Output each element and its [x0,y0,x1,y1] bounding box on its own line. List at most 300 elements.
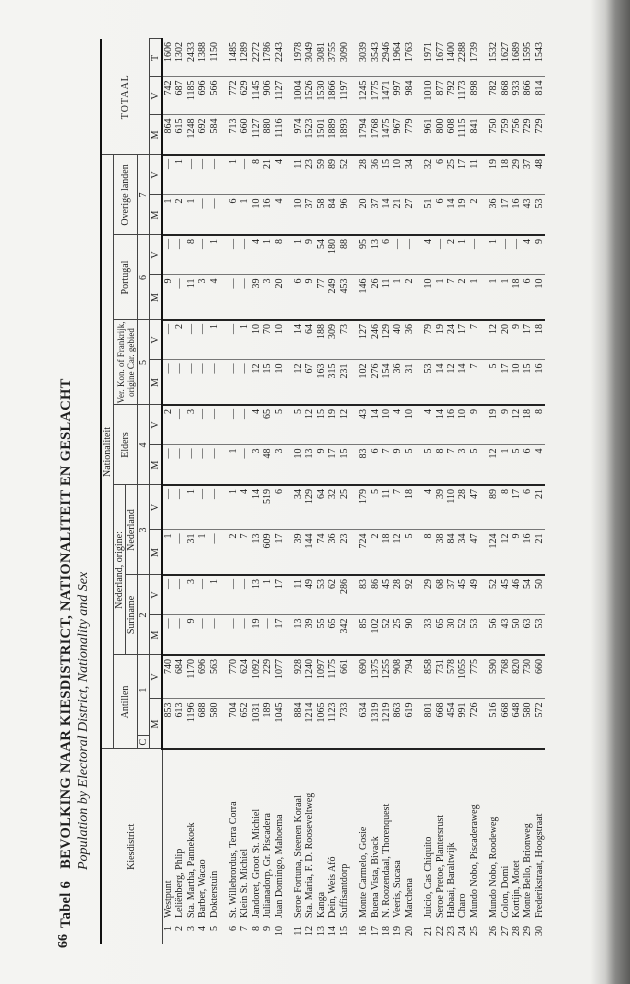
value-cell: 15 [316,405,327,445]
district-number: 18 [380,926,392,936]
table-row [304,39,315,944]
value-cell: 39 [251,275,262,320]
value-cell: 750 [488,115,499,155]
value-cell: 877 [435,77,446,115]
value-cell: 14 [251,485,262,530]
district-cell [469,749,480,944]
header-netherlands-origin: Nederland, origine: [114,485,126,655]
value-cell: 1530 [316,77,327,115]
value-cell: 1485 [228,39,239,77]
value-cell: 2 [404,275,415,320]
value-cell: 19 [435,320,446,360]
value-cell: 2433 [186,39,197,77]
value-cell: — [239,155,250,195]
value-cell: — [228,275,239,320]
value-cell: 1 [228,485,239,530]
district-number: 11 [293,926,305,936]
value-cell: 229 [262,655,273,699]
value-cell: 18 [404,485,415,530]
value-cell: 792 [446,77,457,115]
value-cell: 4 [209,275,220,320]
value-cell: 14 [293,320,304,360]
table-row [404,39,415,944]
value-cell: — [174,405,185,445]
value-cell: 8 [500,485,511,530]
district-name: Seroe Fortuna, Steenen Koraal [293,795,305,918]
value-cell: 29 [511,155,522,195]
header-v: V [150,155,163,195]
district-cell [274,749,285,944]
value-cell: 83 [358,445,369,485]
district-cell [488,749,499,944]
value-cell: 1768 [370,115,381,155]
value-cell: 2 [162,405,174,445]
value-cell: 729 [522,115,533,155]
value-cell: 50 [534,575,545,615]
value-cell: 47 [469,485,480,530]
value-cell: 1077 [274,655,285,699]
header-nationality: Nationaliteit [101,155,114,749]
value-cell: 1689 [511,39,522,77]
value-cell: 6 [522,275,533,320]
value-cell: — [228,615,239,655]
value-cell: — [162,615,174,655]
value-cell: 729 [534,115,545,155]
value-cell: 34 [293,485,304,530]
value-cell: 713 [228,115,239,155]
district-number: 16 [358,926,370,936]
value-cell: 84 [327,195,338,235]
district-name: Barber, Wacao [197,859,209,918]
value-cell: 1893 [339,115,350,155]
table-row [423,39,434,944]
value-cell: 27 [404,195,415,235]
value-cell: 37 [304,195,315,235]
header-m: M [150,195,163,235]
district-number: 7 [239,926,251,931]
value-cell: 9 [186,615,197,655]
value-cell: 5 [370,485,381,530]
value-cell: 997 [392,77,403,115]
district-name: Marchena [403,878,415,918]
value-cell: 90 [404,615,415,655]
district-name: Colon, Domi [499,865,511,918]
value-cell: 740 [162,655,174,699]
header-col-3: 3 [138,485,150,575]
value-cell: — [162,360,174,405]
value-cell: 668 [435,699,446,749]
district-name: Habaai, Baraltwijk [445,842,457,918]
value-cell: 4 [251,405,262,445]
value-cell: 54 [522,575,533,615]
value-cell: 3 [186,405,197,445]
value-cell: 53 [469,615,480,655]
value-cell: 17 [457,155,468,195]
value-cell: 52 [488,575,499,615]
value-cell: 687 [174,77,185,115]
district-number: 21 [423,926,435,936]
value-cell: 49 [469,575,480,615]
value-cell: 25 [392,615,403,655]
value-cell: 65 [327,615,338,655]
value-cell: 52 [339,155,350,195]
value-cell: — [162,575,174,615]
value-cell: 1532 [488,39,499,77]
value-cell: 146 [358,275,369,320]
value-cell: 580 [209,699,220,749]
district-cell [404,749,415,944]
value-cell: 864 [162,115,174,155]
value-cell: 578 [446,655,457,699]
value-cell: 9 [392,445,403,485]
header-antillen: Antillen [114,655,138,749]
value-cell: 1 [186,195,197,235]
value-cell: 4 [534,445,545,485]
value-cell: 85 [358,615,369,655]
table-row [209,39,220,944]
district-cell [174,749,185,944]
district-cell [293,749,304,944]
value-cell: 908 [392,655,403,699]
value-cell: 163 [316,360,327,405]
value-cell: 53 [534,195,545,235]
value-cell: — [239,405,250,445]
table-row [339,39,350,944]
value-cell: 49 [304,575,315,615]
district-number: 9 [262,926,274,931]
table-row [469,39,480,944]
value-cell: 1739 [469,39,480,77]
value-cell: — [209,615,220,655]
value-cell: 29 [423,575,434,615]
value-cell: 3039 [358,39,369,77]
value-cell: 17 [274,615,285,655]
table-row [435,39,446,944]
header-portugal: Portugal [114,235,138,320]
value-cell: 1 [488,235,499,275]
header-v: V [150,235,163,275]
value-cell: 1866 [327,77,338,115]
value-cell: — [197,615,208,655]
value-cell: 63 [522,615,533,655]
value-cell: — [239,575,250,615]
value-cell: 4 [251,235,262,275]
value-cell: 8 [435,445,446,485]
district-name: Juan Domingo, Mahoema [273,814,285,918]
value-cell: 11 [186,275,197,320]
value-cell: 690 [358,655,369,699]
value-cell: 124 [488,530,499,575]
value-cell: 53 [423,360,434,405]
district-cell [197,749,208,944]
value-cell: 1 [262,235,273,275]
value-cell: 1 [488,275,499,320]
value-cell: 1971 [423,39,434,77]
value-cell: 1116 [274,115,285,155]
value-cell: 17 [500,195,511,235]
value-cell: — [228,235,239,275]
value-cell: 801 [423,699,434,749]
district-number: 3 [185,926,197,931]
value-cell: — [186,360,197,405]
value-cell: 59 [316,155,327,195]
district-cell [522,749,533,944]
value-cell: 2243 [274,39,285,77]
value-cell: 10 [392,155,403,195]
header-m: M [150,615,163,655]
value-cell: 5 [488,360,499,405]
district-name: Suffisantdorp [338,863,350,918]
value-cell: 17 [327,445,338,485]
value-cell: 129 [304,485,315,530]
value-cell: 863 [392,699,403,749]
group-spacer [415,39,423,944]
value-cell: 1 [262,575,273,615]
district-number: 17 [369,926,381,936]
value-cell: 12 [446,360,457,405]
value-cell: 4 [423,235,434,275]
value-cell: 9 [500,405,511,445]
value-cell: 3 [262,275,273,320]
table-row [228,39,239,944]
value-cell: 1245 [358,77,369,115]
value-cell: — [186,320,197,360]
value-cell: 50 [511,615,522,655]
value-cell: 759 [500,115,511,155]
value-cell: 1004 [293,77,304,115]
value-cell: 4 [274,195,285,235]
value-cell: 86 [370,575,381,615]
value-cell: 28 [457,485,468,530]
value-cell: 20 [500,320,511,360]
value-cell: 660 [534,655,545,699]
value-cell: 14 [435,405,446,445]
value-cell: 189 [262,699,273,749]
value-cell: 6 [522,485,533,530]
value-cell: 2 [457,275,468,320]
value-cell: 1 [392,275,403,320]
value-cell: 36 [404,320,415,360]
value-cell: 1196 [186,699,197,749]
value-cell: 43 [358,405,369,445]
value-cell: 36 [370,155,381,195]
value-cell: 95 [358,235,369,275]
value-cell: 775 [469,655,480,699]
value-cell: 652 [239,699,250,749]
value-cell: 1526 [304,77,315,115]
district-cell [370,749,381,944]
value-cell: 16 [446,405,457,445]
value-cell: 19 [251,615,262,655]
value-cell: 21 [534,530,545,575]
value-cell: 1248 [186,115,197,155]
value-cell: 23 [339,530,350,575]
value-cell: 5 [274,405,285,445]
value-cell: 13 [251,530,262,575]
value-cell: 841 [469,115,480,155]
value-cell: 692 [197,115,208,155]
value-cell: 39 [435,485,446,530]
district-number: 27 [499,926,511,936]
value-cell: 16 [262,195,273,235]
value-cell: 15 [522,360,533,405]
value-cell: 10 [404,405,415,445]
value-cell: 730 [522,655,533,699]
value-cell: 7 [381,445,392,485]
value-cell: 12 [293,360,304,405]
district-name: Charo [457,893,469,918]
table-row [522,39,533,944]
header-col-2: 2 [138,575,150,655]
district-number: 30 [533,926,545,936]
value-cell: 590 [488,655,499,699]
value-cell: 1 [209,575,220,615]
value-cell: 1045 [274,699,285,749]
value-cell: 3049 [304,39,315,77]
value-cell: 8 [274,235,285,275]
value-cell: 668 [500,699,511,749]
value-cell: 3090 [339,39,350,77]
value-cell: 634 [358,699,369,749]
value-cell: 3755 [327,39,338,77]
table-subtitle: Population by Electoral District, Nationality and Sex [76,571,91,870]
district-name: Leliënberg, Phlip [174,848,186,918]
value-cell: 15 [381,155,392,195]
value-cell: 12 [304,405,315,445]
district-number: 1 [162,926,174,931]
header-v: V [150,655,163,699]
value-cell: 991 [457,699,468,749]
page-number: 66 [56,934,71,948]
value-cell: 179 [358,485,369,530]
value-cell: 102 [370,615,381,655]
value-cell: 13 [293,615,304,655]
value-cell: 453 [339,275,350,320]
value-cell: 3081 [316,39,327,77]
header-col-4: 4 [138,405,150,485]
table-row [534,39,545,944]
value-cell: 10 [457,405,468,445]
value-cell: 724 [358,530,369,575]
table-row [186,39,197,944]
value-cell: — [228,575,239,615]
value-cell: 613 [174,699,185,749]
value-cell: 127 [358,320,369,360]
district-number: 2 [174,926,186,931]
value-cell: 1065 [316,699,327,749]
value-cell: — [228,405,239,445]
header-num-1: 1 [138,687,149,693]
district-name: Kortijn, Motet [510,860,522,918]
value-cell: — [197,445,208,485]
value-cell: 1595 [522,39,533,77]
value-cell: 1 [162,530,174,575]
value-cell: 9 [304,275,315,320]
value-cell: — [209,445,220,485]
value-cell: — [209,530,220,575]
value-cell: 516 [488,699,499,749]
group-spacer [480,39,488,944]
value-cell: 64 [304,320,315,360]
value-cell: 2 [370,530,381,575]
value-cell: 772 [228,77,239,115]
value-cell: 65 [262,405,273,445]
value-cell: 12 [392,530,403,575]
value-cell: 1214 [304,699,315,749]
value-cell: 8 [534,405,545,445]
value-cell: 32 [327,485,338,530]
value-cell: — [262,615,273,655]
value-cell: 28 [358,155,369,195]
district-name: Monte Bello, Brionweg [522,823,534,918]
value-cell: 696 [197,655,208,699]
value-cell: 89 [488,485,499,530]
district-number: 26 [488,926,500,936]
value-cell: 12 [511,405,522,445]
district-cell [457,749,468,944]
value-cell: 13 [370,235,381,275]
value-cell: 5 [469,445,480,485]
value-cell: 584 [209,115,220,155]
header-elders: Elders [114,405,138,485]
value-cell: 1 [228,445,239,485]
value-cell: — [239,275,250,320]
district-cell [534,749,545,944]
value-cell: — [228,360,239,405]
value-cell: 8 [251,155,262,195]
value-cell: — [209,155,220,195]
value-cell: 58 [316,195,327,235]
value-cell: 246 [370,320,381,360]
table-label: Tabel 6 [58,880,74,928]
value-cell: 6 [293,275,304,320]
header-v: V [150,405,163,445]
table-row [488,39,499,944]
value-cell: 14 [446,195,457,235]
value-cell: 13 [304,445,315,485]
district-number: 19 [392,926,404,936]
district-name: N. Roozendaal, Thorenquest [380,803,392,918]
value-cell: 1 [197,530,208,575]
value-cell: 342 [339,615,350,655]
value-cell: 286 [339,575,350,615]
value-cell: 868 [500,77,511,115]
value-cell: 1240 [304,655,315,699]
value-cell: 566 [209,77,220,115]
value-cell: 79 [423,320,434,360]
value-cell: 884 [293,699,304,749]
value-cell: 180 [327,235,338,275]
value-cell: 11 [293,575,304,615]
value-cell: 1 [162,195,174,235]
value-cell: 858 [423,655,434,699]
value-cell: 19 [327,405,338,445]
value-cell: 3 [457,445,468,485]
value-cell: — [228,320,239,360]
value-cell: 684 [174,655,185,699]
table-row [370,39,381,944]
value-cell: 23 [304,155,315,195]
value-cell: — [197,320,208,360]
value-cell: 770 [228,655,239,699]
value-cell: 17 [274,575,285,615]
value-cell: — [197,405,208,445]
district-number: 4 [197,926,209,931]
value-cell: 30 [446,615,457,655]
value-cell: 519 [262,485,273,530]
value-cell: — [174,615,185,655]
value-cell: 19 [488,155,499,195]
